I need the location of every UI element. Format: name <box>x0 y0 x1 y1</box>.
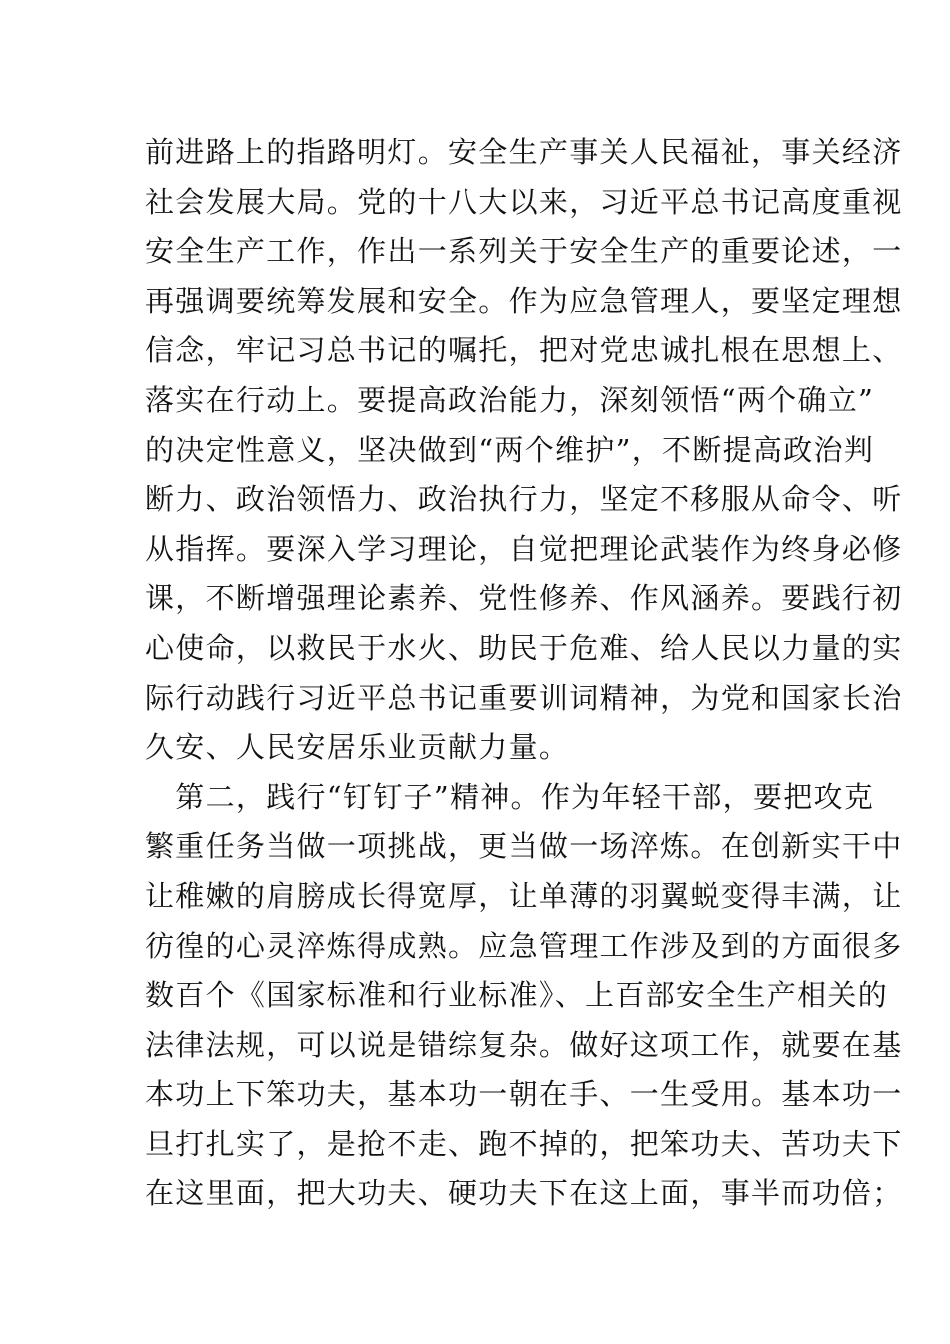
text-line: 彷徨的心灵淬炼得成熟。应急管理工作涉及到的方面很多 <box>145 928 903 963</box>
text-line: 旦打扎实了，是抢不走、跑不掉的，把笨功夫、苦功夫下 <box>145 1126 903 1161</box>
text-line: 社会发展大局。党的十八大以来，习近平总书记高度重视 <box>145 184 903 219</box>
text-line: 落实在行动上。要提高政治能力，深刻领悟“两个确立” <box>145 382 875 417</box>
text-line: 信念，牢记习总书记的嘱托，把对党忠诚扎根在思想上、 <box>145 333 903 368</box>
text-line: 法律法规，可以说是错综复杂。做好这项工作，就要在基 <box>145 1027 903 1062</box>
body-text <box>145 128 903 1219</box>
text-line: 从指挥。要深入学习理论，自觉把理论武装作为终身必修 <box>145 531 903 566</box>
text-line: 在这里面，把大功夫、硬功夫下在这上面，事半而功倍； <box>145 1176 903 1211</box>
text-line: 课，不断增强理论素养、党性修养、作风涵养。要践行初 <box>145 581 903 616</box>
text-line: 的决定性意义，坚决做到“两个维护”，不断提高政治判 <box>145 432 875 467</box>
text-line: 再强调要统筹发展和安全。作为应急管理人，要坚定理想 <box>145 283 903 318</box>
text-line: 前进路上的指路明灯。安全生产事关人民福祉，事关经济 <box>145 135 903 169</box>
text-line: 断力、政治领悟力、政治执行力，坚定不移服从命令、听 <box>145 482 903 517</box>
text-line: 本功上下笨功夫，基本功一朝在手、一生受用。基本功一 <box>145 1077 903 1112</box>
text-line: 数百个《国家标准和行业标准》、上百部安全生产相关的 <box>145 978 889 1013</box>
text-line: 际行动践行习近平总书记重要训词精神，为党和国家长治 <box>145 680 903 715</box>
text-line: 心使命，以救民于水火、助民于危难、给人民以力量的实 <box>145 630 903 665</box>
text-line: 繁重任务当做一项挑战，更当做一场淬炼。在创新实干中 <box>145 829 903 864</box>
text-line: 让稚嫩的肩膀成长得宽厚，让单薄的羽翼蜕变得丰满，让 <box>145 878 903 913</box>
text-line: 安全生产工作，作出一系列关于安全生产的重要论述，一 <box>145 234 903 269</box>
paragraph-start-line: 第二，践行“钉钉子”精神。作为年轻干部，要把攻克 <box>145 779 875 814</box>
text-line: 久安、人民安居乐业贡献力量。 <box>145 730 570 765</box>
